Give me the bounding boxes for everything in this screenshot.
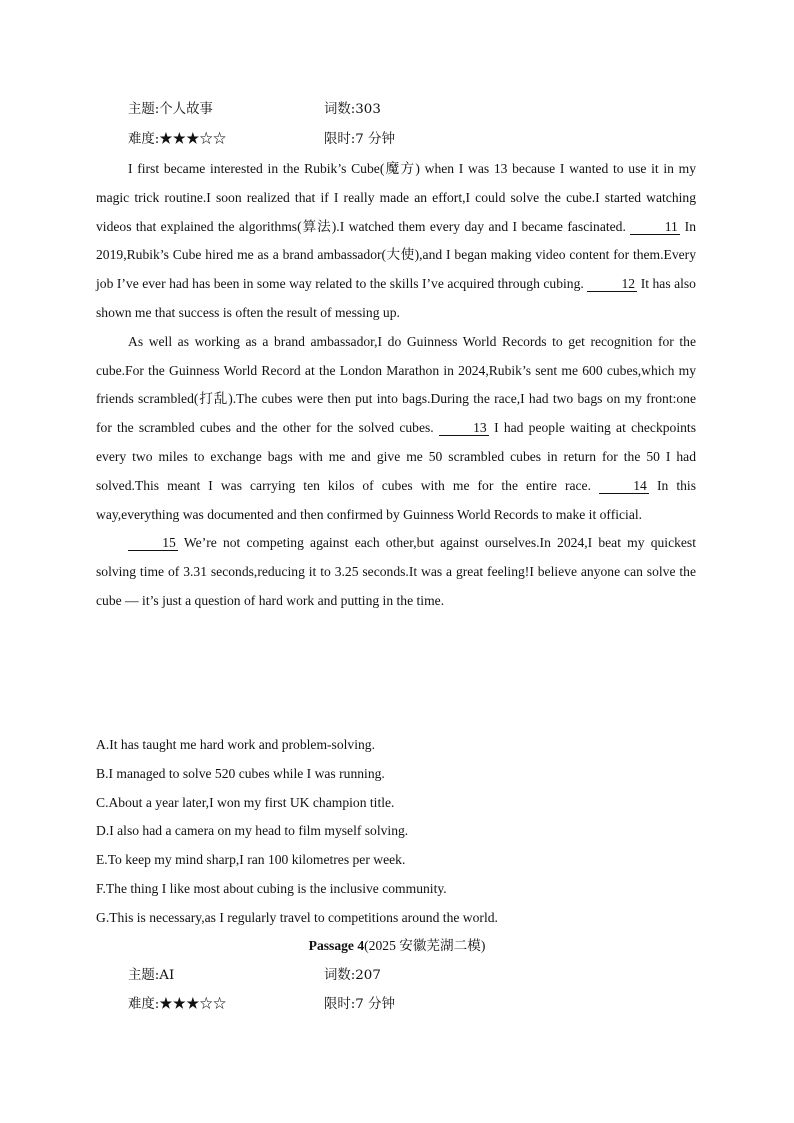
paragraph-3: 15 We’re not competing against each other,but against ourselves.In 2024,I beat my quickest solving time of 3.31 seconds,reducing it to 3.25 seconds.It was a great feeling!I believe anyone can solve the cube — it’s just a question of hard work and putting in the time.: [96, 535, 696, 608]
answer-options: [96, 731, 498, 933]
blank-15: 15: [128, 536, 178, 551]
blank-12: 12: [587, 277, 637, 292]
time-limit-label: 限时:7 分钟: [324, 132, 395, 147]
passage4-time-limit-label: 限时:7 分钟: [324, 997, 395, 1012]
passage4-word-count-label: 词数:207: [324, 968, 381, 983]
passage4-meta-row-2: [128, 995, 395, 1015]
option-a: A.It has taught me hard work and problem-solving.: [96, 737, 375, 752]
passage3-body: [96, 155, 696, 616]
difficulty-label: 难度:★★★☆☆: [128, 132, 227, 147]
passage4-difficulty-label: 难度:★★★☆☆: [128, 997, 227, 1012]
blank-14: 14: [599, 479, 649, 494]
option-f: F.The thing I like most about cubing is the inclusive community.: [96, 880, 447, 896]
passage4-title: Passage 4: [308, 938, 365, 953]
blank-13: 13: [439, 421, 489, 436]
paragraph-1: I first became interested in the Rubik’s Cube(魔方) when I was 13 because I wanted to use it in my magic trick routine.I soon realized that if I really made an effort,I could solve the cube.I started watching videos that explained the algorithms(算法).I watched them every day and I became fascinated. 11 In 2019,Rubik’s Cube hired me as a brand ambassador(大使),and I began making video content for them.Every job I’ve ever had has been in some way related to the skills I’ve acquired through cubing. 12 It has also shown me that success is often the result of messing up.: [96, 161, 696, 320]
option-b: B.I managed to solve 520 cubes while I was running.: [96, 765, 385, 781]
option-d: D.I also had a camera on my head to film myself solving.: [96, 823, 409, 839]
option-g: G.This is necessary,as I regularly travel to competitions around the world.: [96, 909, 498, 925]
passage4-heading: [0, 936, 794, 956]
passage3-meta-row-1: [128, 100, 381, 120]
blank-11: 11: [630, 220, 680, 235]
passage4-source: (2025 安徽芜湖二模): [364, 938, 486, 953]
paragraph-2: As well as working as a brand ambassador,I do Guinness World Records to get recognition for the cube.For the Guinness World Record at the London Marathon in 2024,Rubik’s sent me 600 cubes,which my friends scrambled(打乱).The cubes were then put into bags.During the race,I had two bags on my front:one for the scrambled cubes and the other for the solved cubes. 13 I had people waiting at checkpoints every two miles to exchange bags with me and give me 50 scrambled cubes in return for the 50 I had solved.This meant I was carrying ten kilos of cubes with me for the entire race. 14 In this way,everything was documented and then confirmed by Guinness World Records to make it official.: [96, 333, 696, 522]
passage4-theme-label: 主题:AI: [128, 968, 175, 983]
passage3-meta-row-2: [128, 130, 395, 150]
passage4-meta-row-1: [128, 966, 381, 986]
option-e: E.To keep my mind sharp,I ran 100 kilometres per week.: [96, 852, 406, 868]
option-c: C.About a year later,I won my first UK champion title.: [96, 794, 395, 810]
theme-label: 主题:个人故事: [128, 102, 213, 117]
word-count-label: 词数:303: [324, 102, 381, 117]
